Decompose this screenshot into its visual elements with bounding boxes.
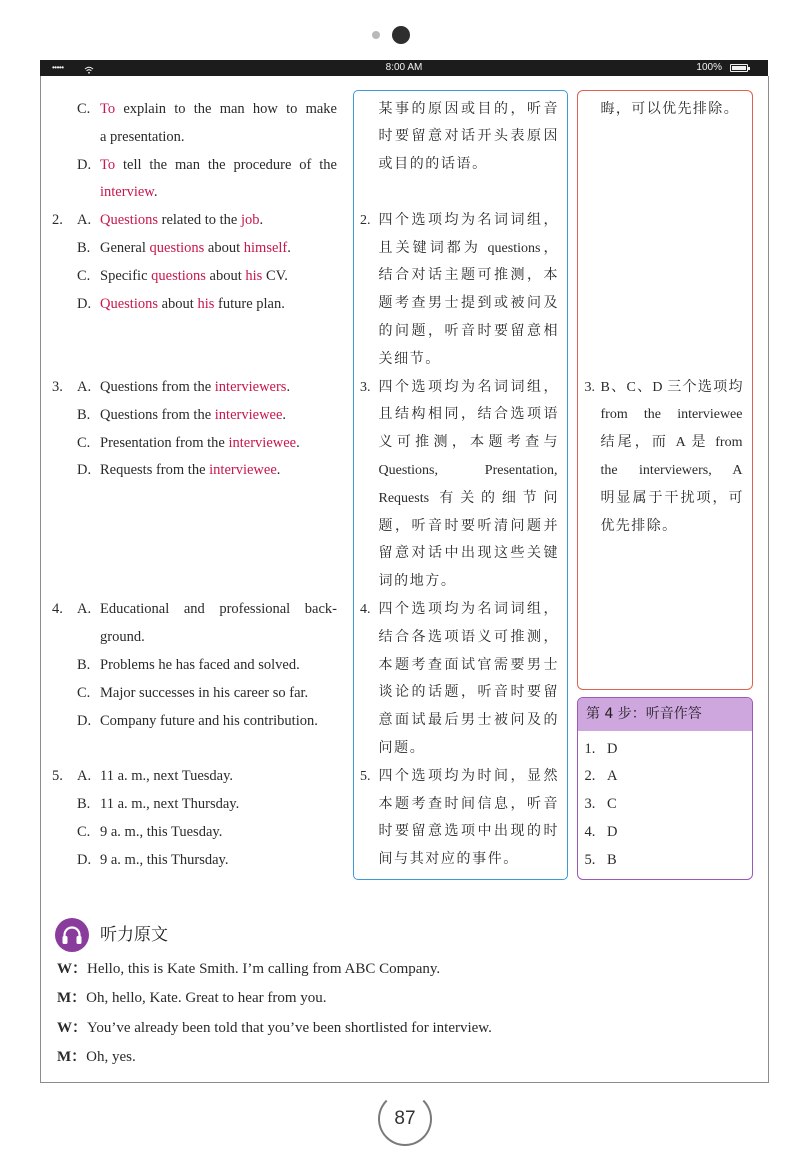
line-text: 四个选项均为时间，显然 bbox=[378, 768, 558, 784]
line-text: 四个选项均为名词词组， bbox=[378, 212, 558, 228]
analysis-block bbox=[354, 207, 567, 374]
text-line bbox=[578, 374, 752, 402]
line-text: 谈论的话题，听音时要留 bbox=[378, 685, 558, 701]
option-line bbox=[50, 430, 345, 458]
option-text bbox=[100, 152, 337, 180]
text-segment: 11 a. m., next Tuesday. bbox=[100, 768, 234, 785]
highlight-keyword: Questions bbox=[100, 212, 158, 229]
option-text bbox=[100, 791, 337, 819]
option-line bbox=[50, 847, 345, 875]
text-line bbox=[354, 707, 567, 735]
text-line bbox=[578, 401, 752, 429]
option-text bbox=[100, 207, 337, 235]
answer-number: 3. bbox=[584, 796, 596, 813]
option-line bbox=[50, 152, 345, 180]
text-line bbox=[578, 485, 752, 513]
option-line bbox=[50, 819, 345, 847]
highlight-keyword: interview bbox=[100, 184, 154, 201]
highlight-keyword: himself bbox=[243, 239, 288, 256]
line-text: 明显属于干扰项，可 bbox=[600, 490, 743, 506]
text-segment: Requests from the bbox=[100, 462, 210, 479]
tips-box bbox=[577, 90, 753, 690]
text-line bbox=[354, 652, 567, 680]
line-text: Questions, Presentation, bbox=[378, 462, 558, 478]
option-line bbox=[50, 402, 345, 430]
highlight-keyword: job bbox=[240, 212, 260, 229]
question-block bbox=[50, 763, 345, 874]
highlight-keyword: To bbox=[100, 101, 116, 117]
option-text bbox=[100, 402, 337, 430]
option-letter: A. bbox=[77, 601, 92, 618]
speaker-label: M： bbox=[57, 1048, 87, 1065]
answer-item bbox=[578, 791, 752, 819]
option-letter: B. bbox=[77, 239, 91, 256]
text-segment: Presentation from the bbox=[100, 434, 229, 451]
text-line bbox=[354, 429, 567, 457]
option-line bbox=[50, 124, 345, 152]
text-segment: Major successes in his career so far. bbox=[100, 684, 309, 701]
option-letter: C. bbox=[77, 684, 91, 701]
option-line bbox=[50, 457, 345, 485]
text-line bbox=[354, 485, 567, 513]
text-segment: Questions from the bbox=[100, 406, 215, 423]
line-text: 结合对话主题可推测，本 bbox=[378, 268, 558, 284]
text-line bbox=[578, 513, 752, 541]
transcript-line bbox=[57, 984, 492, 1013]
text-line bbox=[354, 735, 567, 763]
option-letter: A. bbox=[77, 212, 92, 229]
text-segment: related to the bbox=[158, 212, 241, 229]
text-line bbox=[578, 96, 752, 124]
text-segment: Specific bbox=[100, 267, 152, 284]
option-text bbox=[100, 763, 337, 791]
analysis-block bbox=[354, 374, 567, 596]
item-number: 4. bbox=[360, 601, 371, 617]
text-line bbox=[354, 457, 567, 485]
line-text: 某事的原因或目的，听音 bbox=[378, 101, 558, 117]
transcript-line bbox=[57, 1043, 492, 1072]
question-block bbox=[50, 96, 345, 207]
text-line bbox=[354, 235, 567, 263]
text-line bbox=[354, 262, 567, 290]
option-line bbox=[50, 374, 345, 402]
highlight-keyword: his bbox=[245, 267, 263, 284]
text-line bbox=[354, 679, 567, 707]
option-text bbox=[100, 374, 337, 402]
line-text: 且结构相同，结合选项语 bbox=[378, 407, 558, 423]
text-segment: . bbox=[287, 239, 291, 256]
line-text: Requests 有关的细节问 bbox=[378, 490, 558, 506]
text-segment: Questions from the bbox=[100, 378, 215, 395]
line-text: 本题考查面试官需要男士 bbox=[378, 657, 558, 673]
page-indicator-dot bbox=[372, 31, 380, 39]
text-segment: a presentation. bbox=[100, 128, 185, 145]
highlight-keyword: To bbox=[100, 156, 116, 173]
line-text: 问题。 bbox=[378, 740, 426, 756]
option-text bbox=[100, 847, 337, 875]
option-letter: A. bbox=[77, 378, 92, 395]
answer-item bbox=[578, 736, 752, 764]
text-line bbox=[354, 568, 567, 596]
text-line bbox=[354, 596, 567, 624]
line-text: 意面试最后男士被问及的 bbox=[378, 713, 558, 729]
option-text bbox=[100, 708, 337, 736]
analysis-box bbox=[353, 90, 568, 880]
line-text: 或目的的话语。 bbox=[378, 157, 488, 173]
text-segment: . bbox=[296, 434, 300, 451]
option-text bbox=[100, 124, 337, 152]
option-line bbox=[50, 235, 345, 263]
text-segment: . bbox=[286, 378, 291, 395]
option-letter: D. bbox=[77, 462, 92, 479]
text-segment: Problems he has faced and solved. bbox=[100, 656, 300, 673]
text-segment: 9 a. m., this Tuesday. bbox=[100, 823, 223, 840]
transcript-line bbox=[57, 955, 492, 984]
question-column bbox=[50, 96, 345, 874]
status-time: 8:00 AM bbox=[385, 62, 423, 73]
option-text bbox=[100, 596, 337, 624]
highlight-keyword: Questions bbox=[100, 295, 158, 312]
highlight-keyword: interviewers bbox=[214, 378, 287, 395]
line-text: 四个选项均为名词词组， bbox=[378, 601, 558, 617]
line-text: 优先排除。 bbox=[600, 518, 678, 534]
answer-item bbox=[578, 847, 752, 875]
option-text bbox=[100, 430, 337, 458]
speech-text: Oh, hello, Kate. Great to hear from you. bbox=[86, 990, 327, 1007]
answer-number: 5. bbox=[584, 851, 596, 868]
question-number: 5. bbox=[52, 768, 63, 785]
tips-block bbox=[578, 96, 752, 124]
option-text bbox=[100, 179, 337, 207]
text-line bbox=[354, 846, 567, 874]
battery-icon bbox=[730, 64, 748, 72]
text-segment: explain to the man how to make bbox=[115, 101, 337, 117]
text-segment: . bbox=[282, 406, 287, 423]
answer-letter: B bbox=[607, 851, 617, 868]
text-line bbox=[578, 457, 752, 485]
line-text: 本题考查时间信息，听音 bbox=[378, 796, 558, 812]
item-number: 3. bbox=[584, 379, 595, 395]
option-line bbox=[50, 763, 345, 791]
text-line bbox=[354, 207, 567, 235]
headphones-icon bbox=[55, 918, 89, 952]
option-letter: D. bbox=[77, 712, 92, 729]
line-text: 关细节。 bbox=[378, 351, 441, 367]
text-line bbox=[354, 96, 567, 124]
line-text: 结尾，而 A 是 from bbox=[600, 435, 743, 451]
option-line bbox=[50, 596, 345, 624]
text-segment: tell the man the procedure of the bbox=[115, 156, 337, 173]
option-text bbox=[100, 680, 337, 708]
line-text: 题，听音时要听清问题并 bbox=[378, 518, 558, 534]
line-text: 时要留意对话开头表原因 bbox=[378, 129, 558, 145]
question-block bbox=[50, 374, 345, 485]
text-line bbox=[354, 513, 567, 541]
text-line bbox=[354, 540, 567, 568]
text-line bbox=[354, 401, 567, 429]
option-letter: B. bbox=[77, 656, 91, 673]
answer-item bbox=[578, 763, 752, 791]
answer-letter: D bbox=[607, 740, 618, 757]
answer-number: 2. bbox=[584, 768, 596, 785]
answer-number: 4. bbox=[584, 823, 596, 840]
option-line bbox=[50, 708, 345, 736]
option-letter: C. bbox=[77, 434, 91, 451]
highlight-keyword: questions bbox=[149, 239, 205, 256]
option-line bbox=[50, 263, 345, 291]
line-text: 且关键词都为 questions， bbox=[378, 240, 558, 256]
option-text bbox=[100, 457, 337, 485]
option-text bbox=[100, 263, 337, 291]
option-letter: D. bbox=[77, 295, 92, 312]
option-letter: A. bbox=[77, 768, 92, 785]
line-text: 义可推测，本题考查与 bbox=[378, 435, 558, 451]
option-line bbox=[50, 652, 345, 680]
speaker-label: W： bbox=[57, 1019, 88, 1036]
page-number: 87 bbox=[378, 1092, 432, 1146]
text-line bbox=[354, 290, 567, 318]
item-number: 3. bbox=[360, 379, 371, 395]
option-line bbox=[50, 207, 345, 235]
listening-title: 听力原文 bbox=[100, 925, 168, 945]
option-letter: C. bbox=[77, 101, 91, 117]
option-line bbox=[50, 680, 345, 708]
option-line bbox=[50, 791, 345, 819]
text-segment: General bbox=[100, 239, 150, 256]
highlight-keyword: his bbox=[197, 295, 215, 312]
question-block bbox=[50, 207, 345, 318]
text-segment: Company future and his contribution. bbox=[100, 712, 318, 729]
option-letter: D. bbox=[77, 156, 92, 173]
highlight-keyword: interviewee bbox=[214, 406, 283, 423]
text-segment: future plan. bbox=[214, 295, 285, 312]
option-letter: C. bbox=[77, 823, 91, 840]
option-line bbox=[50, 624, 345, 652]
line-text: 留意对话中出现这些关键 bbox=[378, 546, 558, 562]
question-number: 3. bbox=[52, 378, 63, 395]
tips-block bbox=[578, 374, 752, 541]
option-line bbox=[50, 291, 345, 319]
option-text bbox=[100, 624, 337, 652]
item-number: 2. bbox=[360, 212, 371, 228]
question-block bbox=[50, 596, 345, 735]
option-text bbox=[100, 96, 337, 124]
tips-column bbox=[578, 96, 752, 541]
option-text bbox=[100, 652, 337, 680]
speech-text: Oh, yes. bbox=[86, 1048, 136, 1065]
text-segment: about bbox=[205, 267, 246, 284]
line-text: 结合各选项语义可推测， bbox=[378, 629, 558, 645]
analysis-block bbox=[354, 96, 567, 179]
text-segment: 9 a. m., this Thursday. bbox=[100, 851, 229, 868]
text-segment: about bbox=[204, 239, 244, 256]
option-line bbox=[50, 96, 345, 124]
question-number: 4. bbox=[52, 601, 63, 618]
analysis-block bbox=[354, 596, 567, 763]
text-line bbox=[354, 151, 567, 179]
battery-percent: 100% bbox=[696, 62, 722, 73]
status-bar bbox=[40, 60, 768, 76]
answer-letter: C bbox=[607, 796, 617, 813]
line-text: 词的地方。 bbox=[378, 574, 457, 590]
option-line bbox=[50, 179, 345, 207]
answer-letter: A bbox=[607, 768, 618, 785]
answers-box bbox=[577, 697, 753, 880]
answers-list bbox=[578, 736, 752, 875]
text-segment: 11 a. m., next Thursday. bbox=[100, 795, 240, 812]
text-segment: . bbox=[259, 212, 264, 229]
line-text: 四个选项均为名词词组， bbox=[378, 379, 558, 395]
highlight-keyword: interviewee bbox=[228, 434, 297, 451]
speech-text: You’ve already been told that you’ve been shortlisted for interview. bbox=[87, 1019, 492, 1036]
text-line bbox=[354, 624, 567, 652]
listening-transcript bbox=[57, 955, 492, 1072]
text-line bbox=[354, 318, 567, 346]
highlight-keyword: interviewee bbox=[209, 462, 277, 479]
answer-letter: D bbox=[607, 823, 618, 840]
text-line bbox=[354, 123, 567, 151]
analysis-block bbox=[354, 763, 567, 874]
option-letter: B. bbox=[77, 795, 91, 812]
option-text bbox=[100, 291, 337, 319]
text-segment: . bbox=[153, 184, 158, 201]
speech-text: Hello, this is Kate Smith. I’m calling from ABC Company. bbox=[87, 961, 441, 977]
analysis-column bbox=[354, 96, 567, 874]
option-text bbox=[100, 235, 337, 263]
question-number: 2. bbox=[52, 212, 63, 229]
item-number: 5. bbox=[360, 768, 371, 784]
text-segment: Educational and professional back- bbox=[100, 601, 337, 618]
line-text: from the interviewee bbox=[600, 407, 743, 423]
line-text: 时要留意选项中出现的时 bbox=[378, 824, 558, 840]
option-letter: D. bbox=[77, 851, 92, 868]
option-text bbox=[100, 819, 337, 847]
line-text: 晦，可以优先排除。 bbox=[600, 101, 740, 117]
text-line bbox=[354, 763, 567, 791]
answers-header: 第 4 步：听音作答 bbox=[578, 698, 752, 731]
text-line bbox=[354, 374, 567, 402]
transcript-line bbox=[57, 1014, 492, 1043]
option-letter: C. bbox=[77, 267, 91, 284]
line-text: 题考查男士提到或被问及 bbox=[378, 296, 558, 312]
line-text: B、C、D 三个选项均 bbox=[600, 379, 743, 395]
answer-item bbox=[578, 819, 752, 847]
text-segment: CV. bbox=[262, 267, 288, 284]
text-segment: about bbox=[158, 295, 198, 312]
line-text: 间与其对应的事件。 bbox=[378, 852, 519, 868]
line-text: 的问题，听音时要留意相 bbox=[378, 323, 558, 339]
signal-strength: ••••• bbox=[52, 63, 64, 72]
speaker-label: M： bbox=[57, 990, 87, 1007]
highlight-keyword: questions bbox=[151, 267, 206, 284]
text-line bbox=[354, 818, 567, 846]
speaker-label: W： bbox=[57, 961, 88, 977]
text-line bbox=[354, 791, 567, 819]
page-indicator-dot-active bbox=[392, 26, 410, 44]
text-segment: ground. bbox=[100, 629, 145, 646]
text-line bbox=[578, 429, 752, 457]
line-text: the interviewers, A bbox=[600, 462, 743, 478]
text-line bbox=[354, 346, 567, 374]
option-letter: B. bbox=[77, 406, 91, 423]
answer-number: 1. bbox=[584, 740, 596, 757]
text-segment: . bbox=[276, 462, 281, 479]
